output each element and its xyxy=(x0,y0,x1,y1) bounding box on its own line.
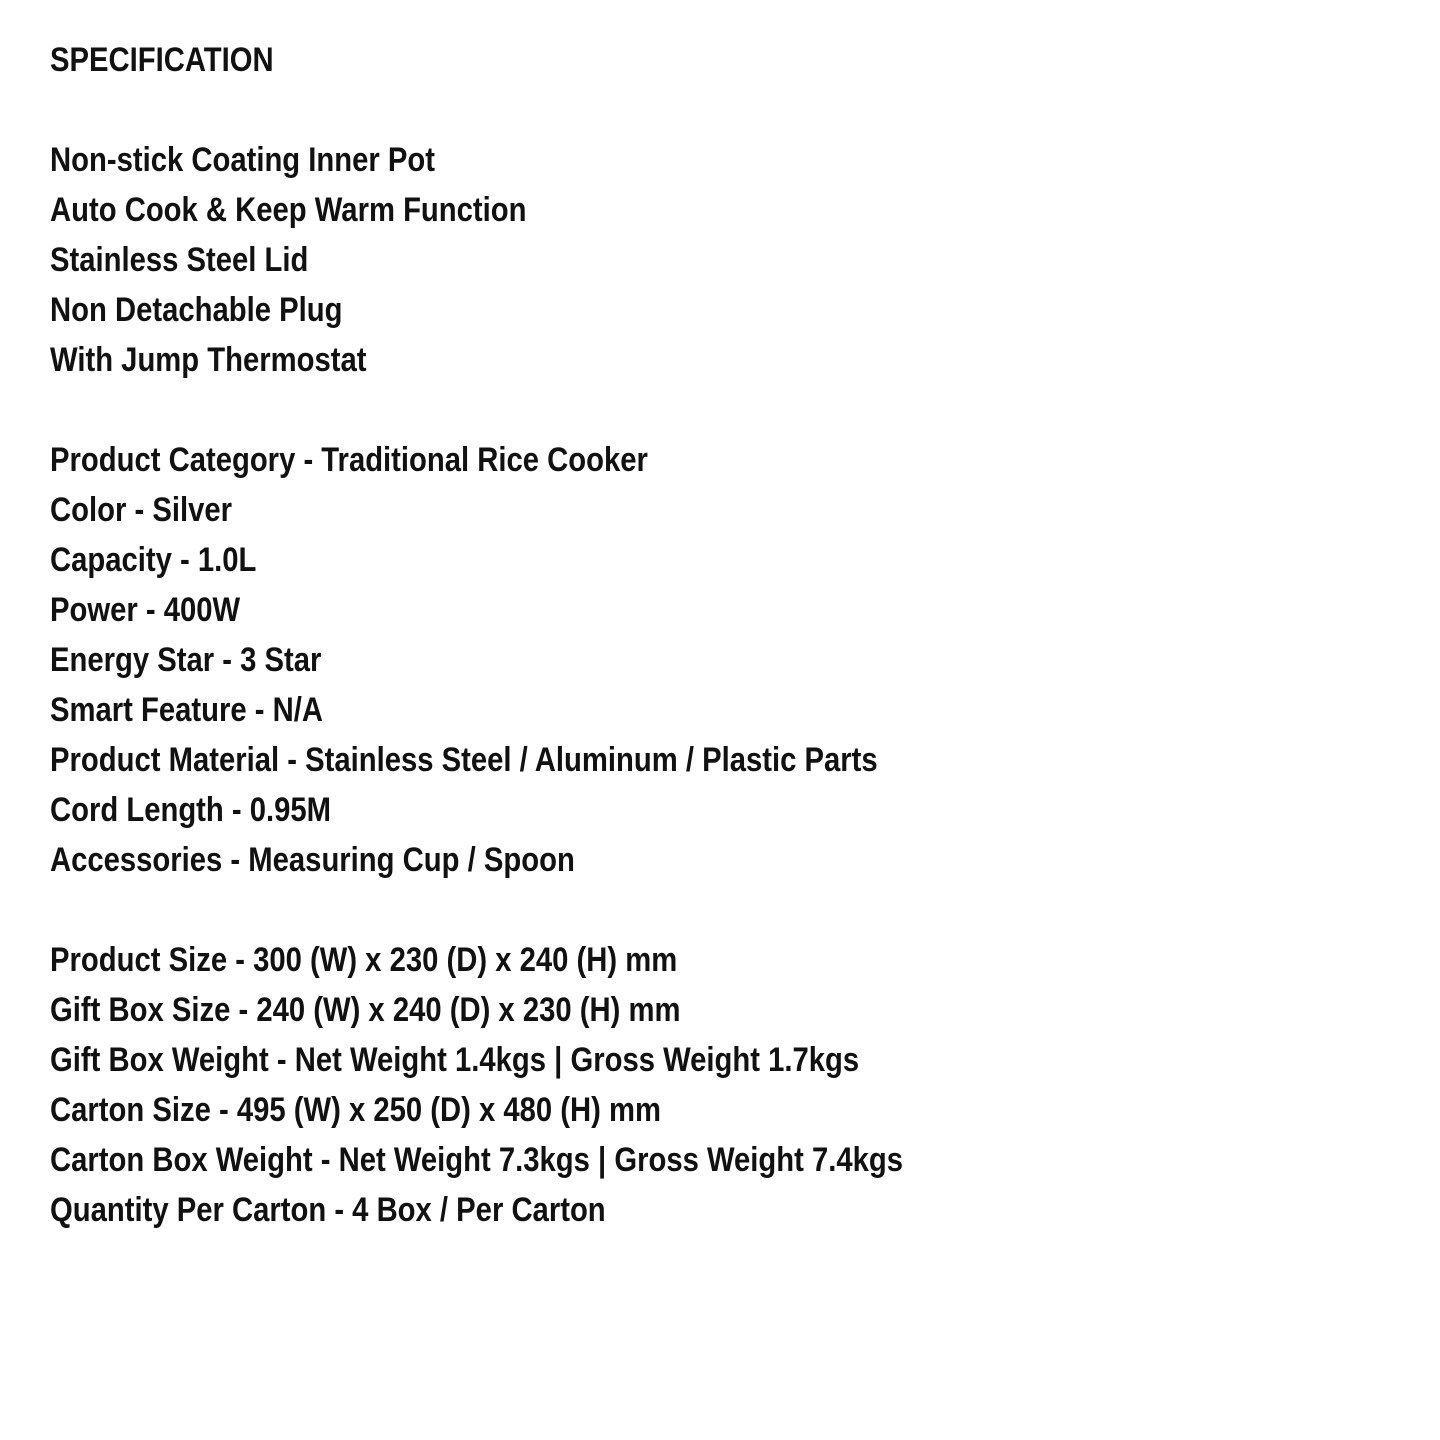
specification-sheet xyxy=(50,35,1202,1235)
feature-item: Non Detachable Plug xyxy=(50,291,343,329)
page-title: SPECIFICATION xyxy=(50,41,274,79)
detail-item: Power - 400W xyxy=(50,591,241,629)
packaging-item: Quantity Per Carton - 4 Box / Per Carton xyxy=(50,1191,606,1229)
detail-item: Smart Feature - N/A xyxy=(50,691,323,729)
feature-item: Stainless Steel Lid xyxy=(50,241,309,279)
detail-item: Capacity - 1.0L xyxy=(50,541,257,579)
features-list xyxy=(50,135,1202,385)
detail-item: Product Category - Traditional Rice Cooker xyxy=(50,441,648,479)
packaging-item: Gift Box Weight - Net Weight 1.4kgs | Gross Weight 1.7kgs xyxy=(50,1041,860,1079)
packaging-item: Carton Box Weight - Net Weight 7.3kgs | Gross Weight 7.4kgs xyxy=(50,1141,904,1179)
detail-item: Product Material - Stainless Steel / Aluminum / Plastic Parts xyxy=(50,741,878,779)
feature-item: Auto Cook & Keep Warm Function xyxy=(50,191,527,229)
packaging-list xyxy=(50,935,1202,1235)
spacer xyxy=(50,885,1202,935)
packaging-item: Gift Box Size - 240 (W) x 240 (D) x 230 (H) mm xyxy=(50,991,681,1029)
packaging-item: Product Size - 300 (W) x 230 (D) x 240 (H) mm xyxy=(50,941,678,979)
detail-item: Accessories - Measuring Cup / Spoon xyxy=(50,841,575,879)
spacer xyxy=(50,85,1202,135)
detail-item: Energy Star - 3 Star xyxy=(50,641,322,679)
spacer xyxy=(50,385,1202,435)
feature-item: With Jump Thermostat xyxy=(50,341,367,379)
detail-item: Cord Length - 0.95M xyxy=(50,791,332,829)
feature-item: Non-stick Coating Inner Pot xyxy=(50,141,436,179)
packaging-item: Carton Size - 495 (W) x 250 (D) x 480 (H) mm xyxy=(50,1091,661,1129)
detail-item: Color - Silver xyxy=(50,491,232,529)
details-list xyxy=(50,435,1202,885)
